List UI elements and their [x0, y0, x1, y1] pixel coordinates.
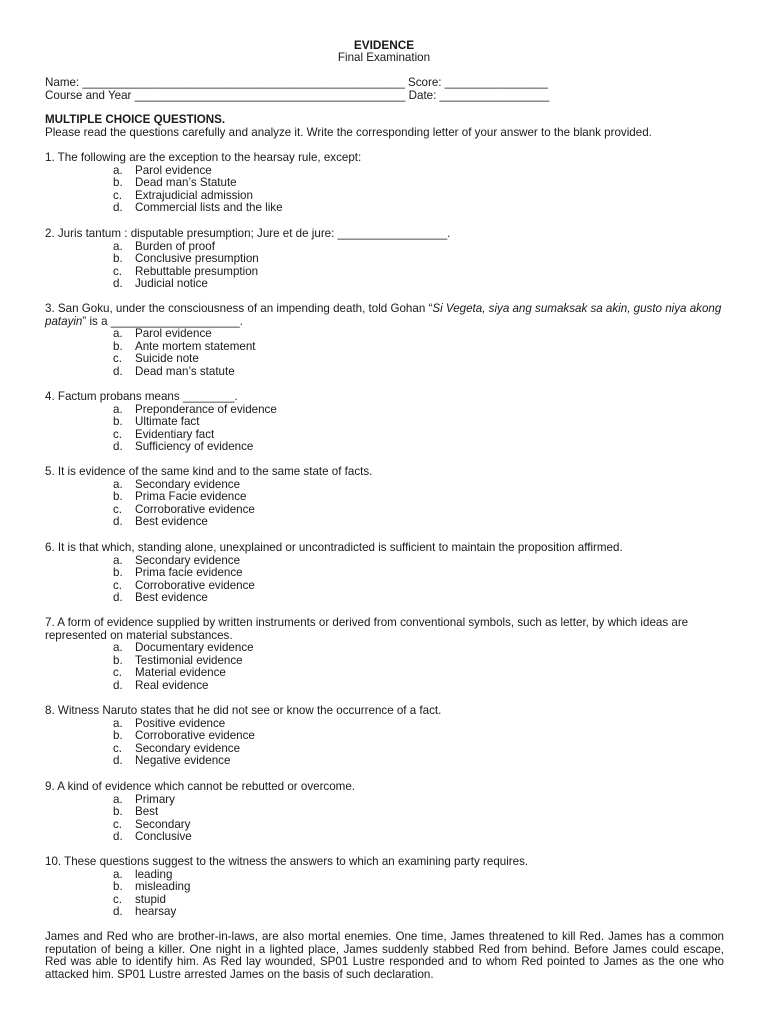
choice-b — [45, 806, 725, 819]
choice-text: Best evidence — [135, 591, 208, 605]
choice-text: Prima facie evidence — [135, 566, 243, 580]
choice-letter: d. — [113, 277, 123, 291]
choice-text: Prima Facie evidence — [135, 490, 247, 504]
choice-letter: b. — [113, 880, 123, 894]
instructions-text: Please read the questions carefully and analyze it. Write the corresponding letter of your answer to the blank provided. — [45, 126, 652, 139]
choice-letter: c. — [113, 427, 123, 441]
choice-letter: a. — [113, 716, 123, 730]
choice-text: Parol evidence — [135, 163, 212, 177]
question-text-suffix: ” is a ____________________. — [82, 314, 243, 328]
choice-list — [45, 479, 725, 529]
choice-letter: d. — [113, 201, 123, 215]
choice-text: misleading — [135, 880, 191, 894]
choice-list — [45, 869, 725, 919]
question-text: 8. Witness Naruto states that he did not see or know the occurrence of a fact. — [45, 704, 442, 717]
choice-text: Extrajudicial admission — [135, 188, 253, 202]
question-text: 9. A kind of evidence which cannot be rebutted or overcome. — [45, 780, 356, 793]
question-7 — [45, 617, 725, 693]
choice-d — [45, 516, 725, 529]
choice-text: Primary — [135, 792, 175, 806]
choice-text: Negative evidence — [135, 754, 231, 768]
choice-letter: c. — [113, 892, 123, 906]
choice-text: Ante mortem statement — [135, 339, 256, 353]
choice-text: Preponderance of evidence — [135, 402, 277, 416]
choice-letter: d. — [113, 440, 123, 454]
choice-letter: c. — [113, 666, 123, 680]
choice-text: Dead man’s statute — [135, 364, 235, 378]
choice-text: Real evidence — [135, 678, 209, 692]
choice-letter: b. — [113, 415, 123, 429]
choice-text: Corroborative evidence — [135, 502, 255, 516]
choice-list — [45, 404, 725, 454]
question-text: 1. The following are the exception to the hearsay rule, except: — [45, 151, 362, 164]
choice-text: Sufficiency of evidence — [135, 440, 254, 454]
choice-letter: d. — [113, 364, 123, 378]
question-text: 10. These questions suggest to the witness the answers to which an examining party requires. — [45, 855, 529, 868]
choice-letter: d. — [113, 830, 123, 844]
choice-letter: b. — [113, 805, 123, 819]
choice-text: Burden of proof — [135, 239, 215, 253]
question-6 — [45, 542, 725, 605]
choice-text: leading — [135, 867, 173, 881]
choice-text: hearsay — [135, 905, 177, 919]
choice-text: Best — [135, 805, 159, 819]
choice-list — [45, 241, 725, 291]
choice-d — [45, 278, 725, 291]
choice-b — [45, 177, 725, 190]
choice-b — [45, 730, 725, 743]
choice-d — [45, 906, 725, 919]
choice-b — [45, 491, 725, 504]
case-passage: James and Red who are brother-in-laws, are also mortal enemies. One time, James threatened to kill Red. James has a common reputation of being a killer. One night in a lighted place, James suddenly stabbed Red from behind. Before James could escape, Red was able to identify him. As Red lay wounded, SP01 Lustre responded and to whom Red pointed to James as the one who attacked him. SP01 Lustre arrested James on the basis of such declaration. — [45, 930, 724, 981]
choice-text: Parol evidence — [135, 327, 212, 341]
choice-text: Evidentiary fact — [135, 427, 215, 441]
choice-a — [45, 642, 725, 655]
choice-letter: a. — [113, 327, 123, 341]
choice-letter: d. — [113, 754, 123, 768]
question-5 — [45, 466, 725, 529]
choice-letter: a. — [113, 163, 123, 177]
choice-letter: c. — [113, 578, 123, 592]
question-10 — [45, 856, 725, 919]
choice-letter: d. — [113, 905, 123, 919]
choice-d — [45, 441, 725, 454]
choice-text: Best evidence — [135, 515, 208, 529]
choice-letter: b. — [113, 566, 123, 580]
question-2 — [45, 228, 725, 291]
choice-d — [45, 680, 725, 693]
choice-list — [45, 642, 725, 692]
choice-list — [45, 328, 725, 378]
choice-text: Conclusive presumption — [135, 252, 259, 266]
question-3 — [45, 303, 725, 379]
question-text: 4. Factum probans means ________. — [45, 390, 238, 403]
choice-letter: a. — [113, 477, 123, 491]
choice-d — [45, 202, 725, 215]
choice-text: Material evidence — [135, 666, 226, 680]
question-text: 6. It is that which, standing alone, unexplained or uncontradicted is sufficient to maintain the proposition affirmed. — [45, 541, 623, 554]
question-8 — [45, 705, 725, 768]
choice-letter: c. — [113, 817, 123, 831]
choice-letter: a. — [113, 641, 123, 655]
course-date-line: Course and Year __________________________________________ Date: _________________ — [45, 89, 550, 102]
choice-text: Secondary evidence — [135, 741, 241, 755]
choice-d — [45, 592, 725, 605]
choice-letter: d. — [113, 591, 123, 605]
document-title: EVIDENCE — [353, 38, 415, 52]
choice-b — [45, 567, 725, 580]
choice-list — [45, 165, 725, 215]
name-score-line: Name: __________________________________________________ Score: ________________ — [45, 76, 548, 89]
choice-letter: b. — [113, 490, 123, 504]
section-heading: MULTIPLE CHOICE QUESTIONS. — [45, 113, 226, 126]
choice-letter: c. — [113, 188, 123, 202]
choice-text: Documentary evidence — [135, 641, 254, 655]
choice-b — [45, 253, 725, 266]
choice-text: stupid — [135, 892, 166, 906]
choice-letter: d. — [113, 515, 123, 529]
choice-text: Positive evidence — [135, 716, 226, 730]
choice-letter: c. — [113, 264, 123, 278]
question-text: 2. Juris tantum : disputable presumption; Jure et de jure: _________________. — [45, 227, 451, 240]
choice-text: Ultimate fact — [135, 415, 200, 429]
choice-letter: b. — [113, 653, 123, 667]
choice-text: Rebuttable presumption — [135, 264, 259, 278]
choice-letter: d. — [113, 678, 123, 692]
choice-text: Corroborative evidence — [135, 729, 255, 743]
question-text-prefix: 3. San Goku, under the consciousness of an impending death, told Gohan “ — [45, 302, 433, 315]
choice-list — [45, 794, 725, 844]
document-subtitle: Final Examination — [337, 51, 431, 64]
choice-list — [45, 555, 725, 605]
choice-letter: a. — [113, 239, 123, 253]
choice-d — [45, 755, 725, 768]
choice-text: Commercial lists and the like — [135, 201, 283, 215]
choice-letter: c. — [113, 352, 123, 366]
choice-text: Corroborative evidence — [135, 578, 255, 592]
question-text — [45, 303, 725, 328]
choice-text: Judicial notice — [135, 277, 208, 291]
question-9 — [45, 781, 725, 844]
quoted-statement: Si Vegeta, siya ang sumaksak sa akin, gusto niya akong patayin — [45, 302, 722, 328]
choice-letter: b. — [113, 729, 123, 743]
choice-letter: c. — [113, 741, 123, 755]
choice-text: Conclusive — [135, 830, 192, 844]
choice-text: Secondary evidence — [135, 477, 241, 491]
question-text: 7. A form of evidence supplied by written instruments or derived from conventional symbols, such as letter, by which ideas are represented on material substances. — [45, 616, 689, 642]
choice-text: Suicide note — [135, 352, 199, 366]
choice-a — [45, 328, 725, 341]
choice-d — [45, 366, 725, 379]
choice-text: Testimonial evidence — [135, 653, 243, 667]
choice-letter: b. — [113, 176, 123, 190]
choice-letter: a. — [113, 867, 123, 881]
choice-text: Dead man’s Statute — [135, 176, 237, 190]
question-4 — [45, 391, 725, 454]
choice-letter: c. — [113, 502, 123, 516]
choice-d — [45, 831, 725, 844]
choice-b — [45, 416, 725, 429]
choice-text: Secondary — [135, 817, 191, 831]
choice-letter: a. — [113, 553, 123, 567]
choice-letter: b. — [113, 339, 123, 353]
choice-letter: b. — [113, 252, 123, 266]
choice-list — [45, 718, 725, 768]
choice-text: Secondary evidence — [135, 553, 241, 567]
question-1 — [45, 152, 725, 215]
choice-letter: a. — [113, 792, 123, 806]
choice-letter: a. — [113, 402, 123, 416]
choice-b — [45, 881, 725, 894]
question-text: 5. It is evidence of the same kind and to the same state of facts. — [45, 465, 373, 478]
